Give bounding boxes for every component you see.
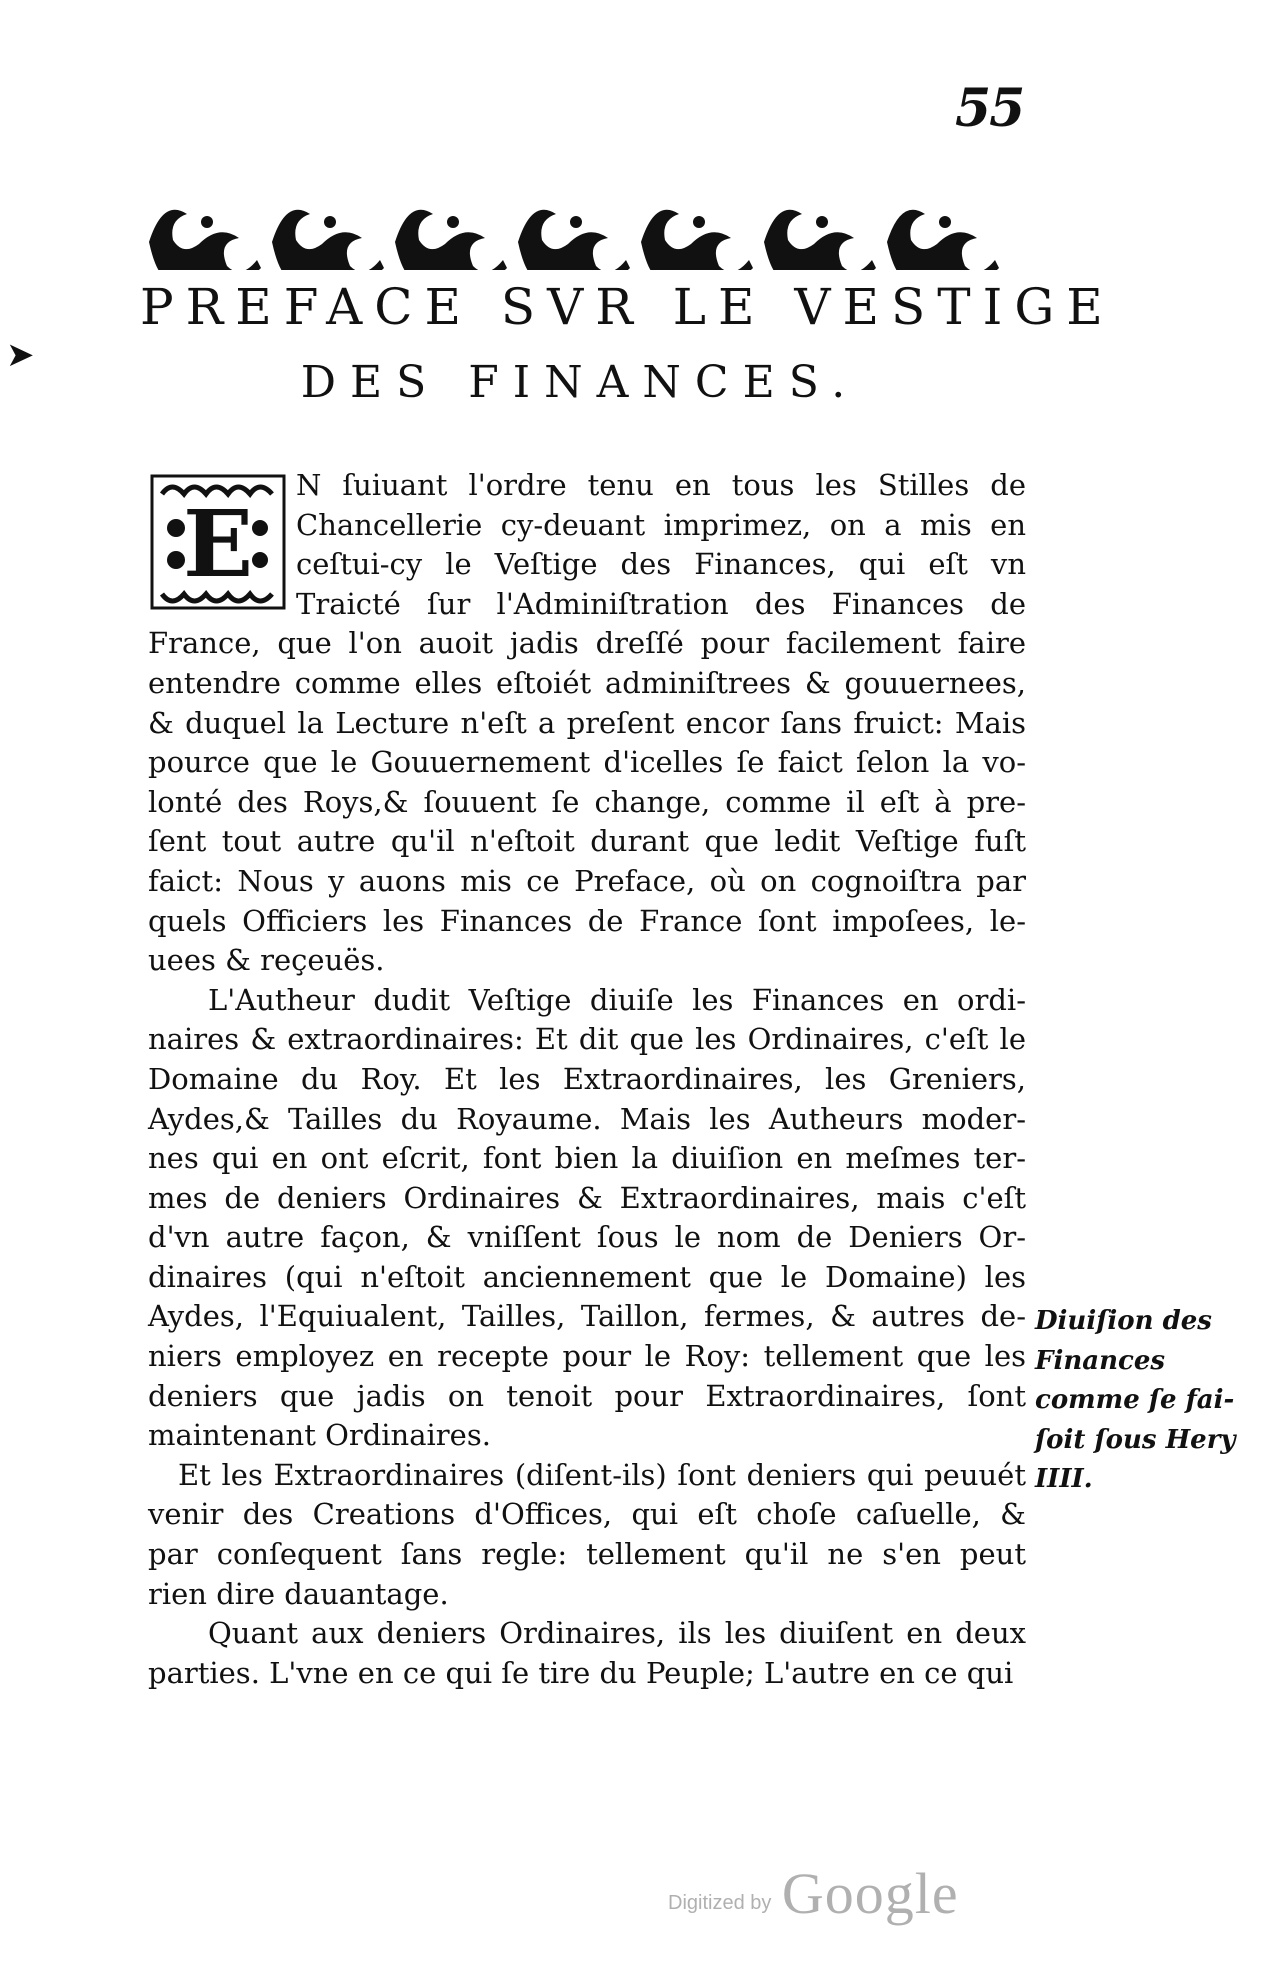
text-line: parties. L'vne en ce qui ſe tire du Peuple; L'autre en ce qui xyxy=(148,1655,1014,1690)
ornament-dot xyxy=(447,216,459,228)
svg-text:E: E xyxy=(182,490,254,598)
text-line: naires & extraordinaires: Et dit que les Ordinaires, c'eſt le xyxy=(148,1022,1026,1057)
text-line: niers employez en recepte pour le Roy: tellement que les xyxy=(148,1339,1026,1374)
ornament-dot xyxy=(570,216,582,228)
text-line: Domaine du Roy. Et les Extraordinaires, les Greniers, xyxy=(148,1061,1026,1096)
text-line: lonté des Roys,& ſouuent ſe change, comme il eſt à pre- xyxy=(148,784,1026,819)
text-line: d'vn autre façon, & vniſſent ſous le nom de Deniers Or- xyxy=(148,1220,1026,1255)
text-line: Chancellerie cy-deuant imprimez, on a mis en xyxy=(296,507,1026,542)
watermark-brand: Google xyxy=(781,1861,959,1926)
text-line: maintenant Ordinaires. xyxy=(148,1418,491,1453)
text-line: ſent tout autre qu'il n'eſtoit durant que ledit Veſtige fuſt xyxy=(148,824,1026,859)
ornament-dot xyxy=(324,216,336,228)
text-line: Quant aux deniers Ordinaires, ils les diuiſent en deux xyxy=(208,1616,1026,1651)
ornament-dot xyxy=(201,216,213,228)
hand-pointer-mark: ➤ xyxy=(6,335,35,375)
page-number: 55 xyxy=(955,78,1024,139)
text-line: Aydes,& Tailles du Royaume. Mais les Autheurs moder- xyxy=(148,1101,1026,1136)
text-line: uees & reçeuës. xyxy=(148,943,385,978)
text-line: rien dire dauantage. xyxy=(148,1576,449,1611)
text-line: mes de deniers Ordinaires & Extraordinaires, mais c'eſt xyxy=(148,1180,1026,1215)
text-line: deniers que jadis on tenoit pour Extraordinaires, ſont xyxy=(148,1378,1026,1413)
margin-note-line: comme ſe fai- xyxy=(1035,1385,1235,1416)
text-line: nes qui en ont eſcrit, font bien la diuiſion en meſmes ter- xyxy=(148,1141,1026,1176)
margin-note xyxy=(1035,1302,1255,1500)
watermark-prefix: Digitized by xyxy=(668,1892,772,1914)
text-line: France, que l'on auoit jadis dreſſé pour facilement faire xyxy=(148,626,1026,661)
body-text xyxy=(148,466,1026,1693)
margin-note-line: Diuiſion des xyxy=(1035,1306,1212,1336)
text-line: N ſuiuant l'ordre tenu en tous les Stilles de xyxy=(296,468,1026,502)
text-line: venir des Creations d'Offices, qui eſt choſe caſuelle, & xyxy=(148,1497,1026,1532)
text-line: ceſtui-cy le Veſtige des Finances, qui eſt vn xyxy=(296,547,1026,582)
text-line: pource que le Gouuernement d'icelles ſe faict ſelon la vo- xyxy=(148,745,1026,780)
ornament-dot xyxy=(939,216,951,228)
text-line: faict: Nous y auons mis ce Preface, où on cognoiſtra par xyxy=(148,863,1026,898)
text-line: Traicté ſur l'Adminiſtration des Finances de xyxy=(296,586,1026,621)
text-line: L'Autheur dudit Veſtige diuiſe les Finances en ordi- xyxy=(208,982,1026,1017)
text-line: entendre comme elles eſtoiét adminiſtrees & gouuernees, xyxy=(148,665,1026,700)
text-line: & duquel la Lecture n'eſt a preſent encor ſans fruict: Mais xyxy=(148,705,1026,740)
margin-note-line: IIII. xyxy=(1035,1464,1093,1495)
text-line: Aydes, l'Equiualent, Tailles, Taillon, fermes, & autres de- xyxy=(148,1299,1026,1334)
digitized-by-watermark xyxy=(668,1860,959,1927)
margin-note-line: ſoit ſous Hery xyxy=(1035,1424,1236,1455)
text-line: dinaires (qui n'eſtoit anciennement que le Domaine) les xyxy=(148,1259,1026,1294)
page-title: PREFACE SVR LE VESTIGE xyxy=(140,278,1115,336)
margin-note-line: Finances xyxy=(1035,1345,1165,1376)
text-line: Et les Extraordinaires (diſent-ils) ſont deniers qui peuuét xyxy=(178,1457,1026,1492)
text-line: quels Officiers les Finances de France ſont impoſees, le- xyxy=(148,903,1026,938)
page-subtitle: DES FINANCES. xyxy=(300,357,860,408)
ornament-dot xyxy=(816,216,828,228)
decorative-ornament-band xyxy=(145,182,1005,270)
ornament-dot xyxy=(693,216,705,228)
text-line: par conſequent ſans regle: tellement qu'il ne s'en peut xyxy=(148,1537,1026,1572)
